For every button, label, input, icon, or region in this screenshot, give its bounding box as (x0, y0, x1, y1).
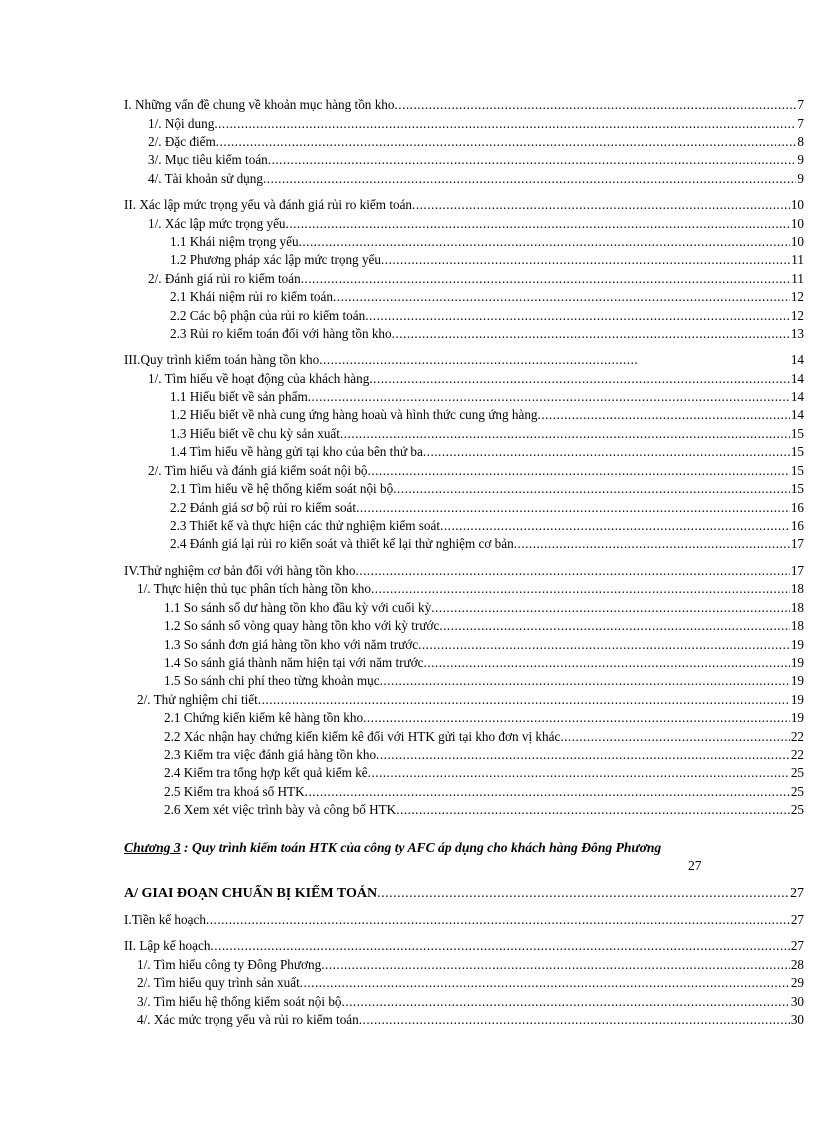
toc-entry-page: 11 (791, 271, 804, 286)
toc-entry[interactable] (170, 517, 804, 535)
toc-entry-title: 1.1 Khái niệm trọng yếu (170, 234, 299, 249)
toc-entry-page: 12 (790, 289, 804, 304)
toc-entry[interactable] (124, 937, 804, 955)
toc-entry[interactable] (148, 370, 804, 388)
chapter-heading[interactable] (124, 839, 744, 857)
toc-entry-title: 2.4 Kiểm tra tổng hợp kết quả kiểm kê (164, 765, 368, 780)
toc-entry[interactable] (148, 133, 804, 151)
toc-entry[interactable] (170, 325, 804, 343)
toc-entry-page: 14 (790, 389, 804, 404)
toc-entry-title: 2.4 Đánh giá lại rủi ro kiển soát và thiết kế lại thử nghiệm cơ bản (170, 536, 514, 551)
toc-entry-page: 14 (790, 371, 804, 386)
toc-entry-title: 2.2 Đánh giá sơ bộ rủi ro kiểm soát (170, 500, 357, 515)
toc-entry[interactable] (164, 764, 804, 782)
toc-entry[interactable] (124, 885, 804, 903)
toc-entry-title: 3/. Mục tiêu kiểm toán (148, 152, 268, 167)
toc-entry-page: 10 (790, 216, 804, 231)
toc-entry[interactable] (148, 151, 804, 169)
toc-entry-title: 2.3 Kiểm tra việc đánh giá hàng tồn kho (164, 747, 377, 762)
toc-entry-title: 1.4 So sánh giá thành năm hiện tại với năm trước (164, 655, 424, 670)
toc-entry-title: 2.1 Khái niệm rủi ro kiểm toán (170, 289, 333, 304)
toc-entry-page: 10 (790, 197, 804, 212)
toc-entry-page: 15 (790, 444, 804, 459)
toc-entry-title: 1.3 Hiểu biết về chu kỳ sản xuất (170, 426, 340, 441)
toc-entry[interactable] (170, 288, 804, 306)
toc-entry-title: 1.1 Hiểu biết về sản phẩm (170, 389, 308, 404)
toc-entry-title: 1/. Xác lập mức trọng yếu (148, 216, 286, 231)
toc-entry-title: 4/. Xác mức trọng yếu và rủi ro kiểm toán (137, 1012, 359, 1027)
toc-entry[interactable] (137, 691, 804, 709)
toc-entry-title: 1/. Tìm hiểu về hoạt động của khách hàng (148, 371, 370, 386)
toc-entry[interactable] (137, 580, 804, 598)
toc-entry-title: 2.3 Rủi ro kiểm toán đối với hàng tồn kho (170, 326, 392, 341)
toc-entry-title: 2.1 Chứng kiến kiểm kê hàng tồn kho (164, 710, 364, 725)
toc-entry-page: 12 (790, 308, 804, 323)
toc-entry-title: 1.4 Tìm hiểu về hàng gửi tại kho của bên thứ ba (170, 444, 423, 459)
toc-entry-page: 15 (790, 481, 804, 496)
toc-entry-page: 8 (797, 134, 804, 149)
toc-entry-title: A/ GIAI ĐOẠN CHUẨN BỊ KIỂM TOÁN (124, 886, 378, 901)
toc-entry[interactable] (164, 746, 804, 764)
toc-entry[interactable] (124, 562, 804, 580)
toc-entry-page: 27 (790, 912, 804, 927)
toc-entry-title: 2.2 Các bộ phận của rủi ro kiểm toán (170, 308, 366, 323)
toc-entry-title: 2.3 Thiết kế và thực hiện các thử nghiệm kiểm soát (170, 518, 441, 533)
toc-entry[interactable] (164, 728, 804, 746)
toc-entry[interactable] (124, 196, 804, 214)
toc-entry-page: 16 (790, 518, 804, 533)
toc-entry-title: 1.2 So sánh số vòng quay hàng tồn kho với kỳ trước (164, 618, 440, 633)
toc-entry-page: 16 (790, 500, 804, 515)
toc-entry-page: 18 (790, 618, 804, 633)
toc-entry[interactable] (137, 993, 804, 1011)
toc-entry-title: 2.2 Xác nhận hay chứng kiến kiểm kê đối với HTK gửi tại kho đơn vị khác (164, 729, 561, 744)
toc-entry-title: I. Những vấn đề chung về khoản mục hàng tồn kho (124, 97, 395, 112)
toc-entry[interactable] (170, 406, 804, 424)
toc-entry[interactable] (148, 462, 804, 480)
toc-entry[interactable] (124, 96, 804, 114)
toc-entry[interactable] (137, 956, 804, 974)
toc-entry-page: 17 (790, 563, 804, 578)
toc-entry-title: 1.5 So sánh chi phí theo từng khoản mục (164, 673, 380, 688)
toc-entry-page: 15 (790, 463, 804, 478)
toc-entry-page: 25 (790, 802, 804, 817)
toc-entry[interactable] (124, 351, 804, 369)
toc-entry[interactable] (170, 233, 804, 251)
toc-entry-page: 11 (791, 252, 804, 267)
toc-entry-page: 7 (797, 97, 804, 112)
toc-entry[interactable] (164, 654, 804, 672)
toc-entry[interactable] (170, 499, 804, 517)
toc-entry-title: 2.6 Xem xét việc trình bày và công bố HTK (164, 802, 397, 817)
toc-entry[interactable] (170, 480, 804, 498)
toc-entry[interactable] (170, 425, 804, 443)
toc-entry-page: 15 (790, 426, 804, 441)
toc-entry-page: 30 (790, 994, 804, 1009)
toc-entry-title: 2/. Đánh giá rủi ro kiểm toán (148, 271, 301, 286)
toc-entry[interactable] (148, 215, 804, 233)
toc-entry[interactable] (137, 1011, 804, 1029)
toc-entry-page: 7 (797, 116, 804, 131)
toc-entry-page: 27 (790, 886, 804, 901)
toc-entry-page: 25 (790, 784, 804, 799)
toc-entry-title: IV.Thử nghiệm cơ bản đối với hàng tồn kho (124, 563, 356, 578)
toc-entry-title: 3/. Tìm hiểu hệ thống kiểm soát nội bộ (137, 994, 342, 1009)
toc-entry[interactable] (164, 636, 804, 654)
toc-entry-title: 1.2 Hiểu biết về nhà cung ứng hàng hoaù và hình thức cung ứng hàng (170, 407, 538, 422)
toc-entry[interactable] (148, 270, 804, 288)
toc-entry-page: 14 (790, 407, 804, 422)
toc-entry-title: 2/. Tìm hiểu quy trình sản xuất (137, 975, 300, 990)
chapter-label: Chương 3 (124, 840, 181, 855)
toc-entry-page: 9 (797, 152, 804, 167)
toc-entry[interactable] (164, 709, 804, 727)
toc-entry[interactable] (148, 115, 804, 133)
toc-entry-page: 27 (790, 938, 804, 953)
toc-entry-page: 25 (790, 765, 804, 780)
toc-entry-page: 19 (790, 710, 804, 725)
toc-entry-page: 14 (790, 352, 804, 367)
toc-entry-page: 28 (790, 957, 804, 972)
toc-entry[interactable] (164, 801, 804, 819)
toc-entry-page: 17 (790, 536, 804, 551)
toc-entry-title: 2/. Thử nghiệm chi tiết (137, 692, 258, 707)
toc-entry[interactable] (164, 617, 804, 635)
toc-entry[interactable] (170, 251, 804, 269)
toc-entry-title: 2.5 Kiểm tra khoá sổ HTK (164, 784, 305, 799)
toc-entry[interactable] (170, 443, 804, 461)
toc-entry[interactable] (170, 307, 804, 325)
toc-entry[interactable] (164, 672, 804, 690)
toc-entry[interactable] (170, 535, 804, 553)
toc-entry-page: 19 (790, 692, 804, 707)
toc-entry-page: 19 (790, 655, 804, 670)
toc-entry-title: I.Tiền kế hoạch (124, 912, 206, 927)
toc-entry-page: 30 (790, 1012, 804, 1027)
toc-entry-page: 29 (790, 975, 804, 990)
toc-entry-title: III.Quy trình kiểm toán hàng tồn kho (124, 352, 320, 367)
toc-entry-title: 2.1 Tìm hiểu về hệ thống kiểm soát nội bộ (170, 481, 394, 496)
toc-entry-title: 4/. Tài khoản sử dụng (148, 171, 263, 186)
toc-entry-title: 1/. Tìm hiểu công ty Đông Phương (137, 957, 322, 972)
toc-entry-title: II. Xác lập mức trọng yếu và đánh giá rủi ro kiểm toán (124, 197, 413, 212)
toc-entry-title: 2/. Tìm hiểu và đánh giá kiểm soát nội bộ (148, 463, 368, 478)
toc-entry-page: 19 (790, 637, 804, 652)
toc-entry-title: 1/. Nội dung (148, 116, 215, 131)
toc-entry-page: 18 (790, 600, 804, 615)
toc-entry-page: 10 (790, 234, 804, 249)
toc-entry-page: 22 (790, 729, 804, 744)
toc-entry[interactable] (164, 783, 804, 801)
toc-entry-title: 1.3 So sánh đơn giá hàng tồn kho với năm trước (164, 637, 419, 652)
toc-entry[interactable] (137, 974, 804, 992)
toc-entry-page: 13 (790, 326, 804, 341)
chapter-title: : Quy trình kiểm toán HTK của công ty AFC áp dụng cho khách hàng Đông Phương (180, 840, 662, 855)
toc-entry[interactable] (124, 911, 804, 929)
toc-entry-page: 9 (797, 171, 804, 186)
toc-entry[interactable] (164, 599, 804, 617)
toc-entry-title: 2/. Đặc điểm (148, 134, 216, 149)
chapter-page: 27 (688, 858, 702, 873)
toc-entry-page: 22 (790, 747, 804, 762)
toc-entry-title: 1/. Thực hiện thủ tục phân tích hàng tồn kho (137, 581, 371, 596)
toc-entry-page: 18 (790, 581, 804, 596)
toc-entry-page: 19 (790, 673, 804, 688)
toc-entry[interactable] (148, 170, 804, 188)
toc-entry[interactable] (170, 388, 804, 406)
toc-entry-title: II. Lập kế hoạch (124, 938, 211, 953)
toc-entry-title: 1.2 Phương pháp xác lập mức trọng yếu (170, 252, 381, 267)
toc-entry-title: 1.1 So sánh số dư hàng tồn kho đầu kỳ với cuối kỳ (164, 600, 432, 615)
